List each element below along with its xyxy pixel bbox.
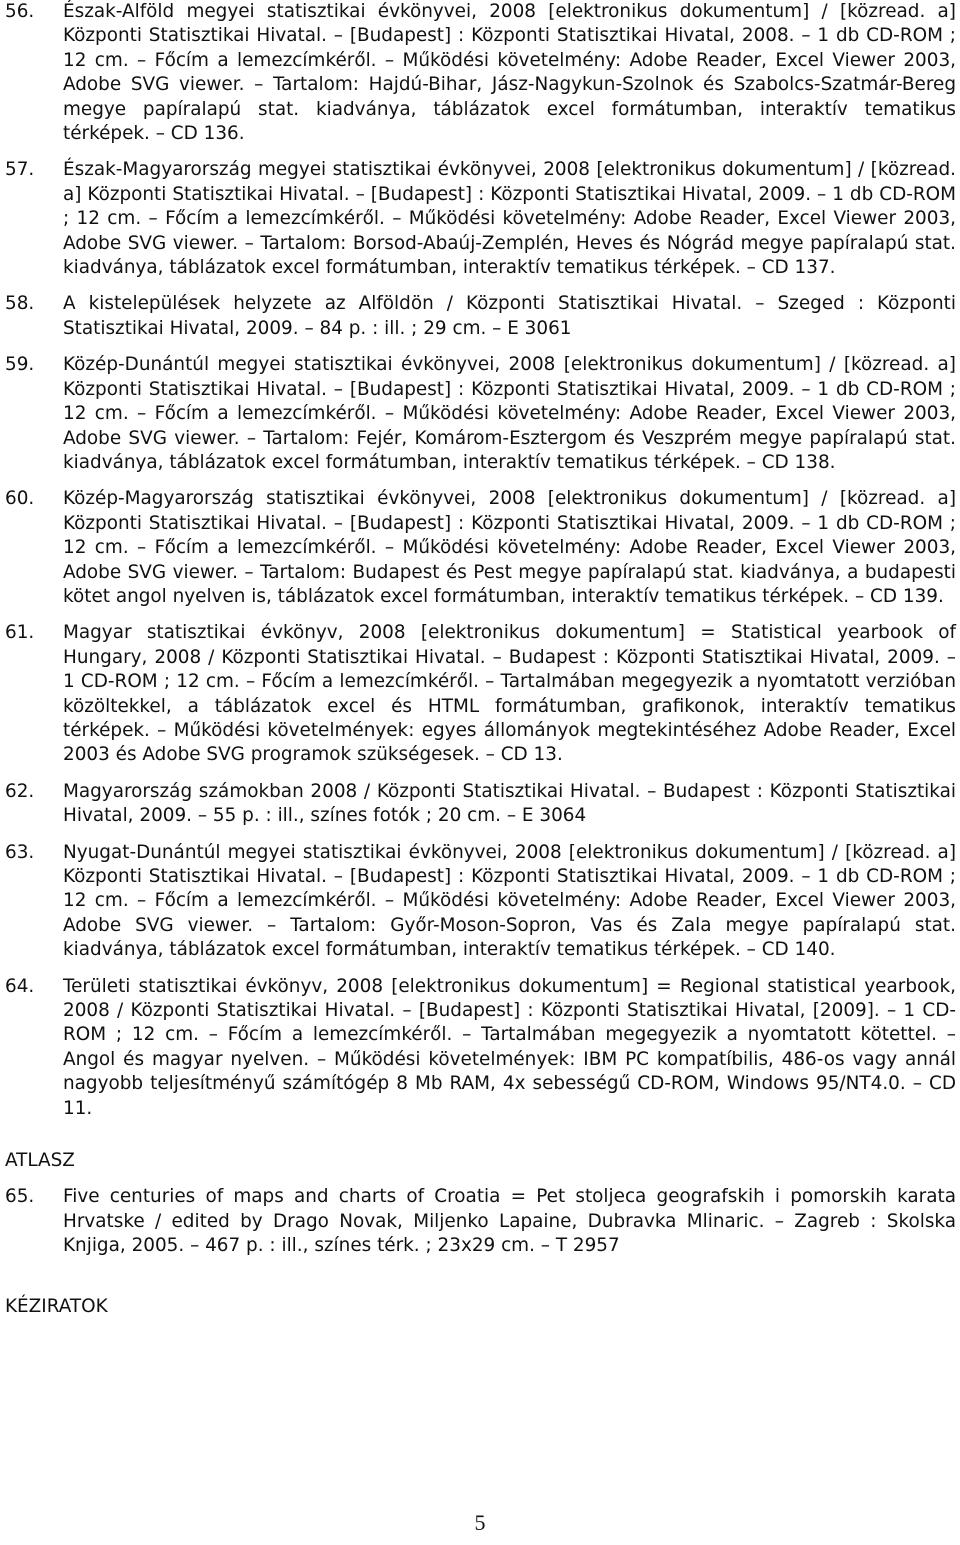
- entry-number: 57.: [5, 159, 35, 181]
- bibliography-entry-56: [5, 0, 956, 146]
- bibliography-entry-59: [5, 353, 956, 475]
- entry-text: Magyar statisztikai évkönyv, 2008 [elektronikus dokumentum] = Statistical yearbook of Hungary, 2008 / Központi Statisztikai Hivatal. – Budapest : Központi Statisztikai Hivatal, 2009. – 1 CD-ROM ; 12 cm. – Főcím a lemezcímkéről. – Tartalmában megegyezik a nyomtatott verzióban közöltekkel, a táblázatok excel és HTML formátumban, grafikonok, interaktív tematikus térképek. – Működési követelmények: egyes állományok megtekintéséhez Adobe Reader, Excel 2003 és Adobe SVG programok szükségesek. – CD 13.: [63, 622, 956, 766]
- entry-text: A kistelepülések helyzete az Alföldön / Központi Statisztikai Hivatal. – Szeged : Központi Statisztikai Hivatal, 2009. – 84 p. : ill. ; 29 cm. – E 3061: [63, 293, 956, 339]
- entry-text: Észak-Alföld megyei statisztikai évkönyvei, 2008 [elektronikus dokumentum] / [közread. a] Központi Statisztikai Hivatal. – [Budapest] : Központi Statisztikai Hivatal, 2008. – 1 db CD-ROM ; 12 cm. – Főcím a lemezcímkéről. – Működési követelmény: Adobe Reader, Excel Viewer 2003, Adobe SVG viewer. – Tartalom: Hajdú-Bihar, Jász-Nagykun-Szolnok és Szabolcs-Szatmár-Bereg megye papíralapú stat. kiadványa, táblázatok excel formátumban, interaktív tematikus térképek. – CD 136.: [63, 1, 956, 145]
- entry-text: Közép-Magyarország statisztikai évkönyvei, 2008 [elektronikus dokumentum] / [közread. a] Központi Statisztikai Hivatal. – [Budapest] : Központi Statisztikai Hivatal, 2009. – 1 db CD-ROM ; 12 cm. – Főcím a lemezcímkéről. – Működési követelmény: Adobe Reader, Excel Viewer 2003, Adobe SVG viewer. – Tartalom: Budapest és Pest megye papíralapú stat. kiadványa, a budapesti kötet angol nyelven is, táblázatok excel formátumban, interaktív tematikus térképek. – CD 139.: [63, 488, 956, 607]
- entry-text: Területi statisztikai évkönyv, 2008 [elektronikus dokumentum] = Regional statistical yearbook, 2008 / Központi Statisztikai Hivatal. – [Budapest] : Központi Statisztikai Hivatal, [2009]. – 1 CD-ROM ; 12 cm. – Főcím a lemezcímkéről. – Tartalmában megegyezik a nyomtatott kötettel. – Angol és magyar nyelven. – Működési követelmények: IBM PC kompatíbilis, 486-os vagy annál nagyobb teljesítményű számítógép 8 Mb RAM, 4x sebességű CD-ROM, Windows 95/NT4.0. – CD 11.: [63, 975, 956, 1119]
- entry-number: 56.: [5, 1, 35, 22]
- entry-number: 58.: [5, 293, 35, 315]
- entry-text: Magyarország számokban 2008 / Központi Statisztikai Hivatal. – Budapest : Központi Statisztikai Hivatal, 2009. – 55 p. : ill., színes fotók ; 20 cm. – E 3064: [63, 780, 956, 827]
- page-number: 5: [474, 1510, 486, 1535]
- entry-text: Közép-Dunántúl megyei statisztikai évkönyvei, 2008 [elektronikus dokumentum] / [közread. a] Központi Statisztikai Hivatal. – [Budapest] : Központi Statisztikai Hivatal, 2009. – 1 db CD-ROM ; 12 cm. – Főcím a lemezcímkéről. – Működési követelmény: Adobe Reader, Excel Viewer 2003, Adobe SVG viewer. – Tartalom: Fejér, Komárom-Esztergom és Veszprém megye papíralapú stat. kiadványa, táblázatok excel formátumban, interaktív tematikus térképek. – CD 138.: [63, 354, 956, 473]
- entry-number: 59.: [5, 354, 35, 376]
- entry-text: Nyugat-Dunántúl megyei statisztikai évkönyvei, 2008 [elektronikus dokumentum] / [közread. a] Központi Statisztikai Hivatal. – [Budapest] : Központi Statisztikai Hivatal, 2009. – 1 db CD-ROM ; 12 cm. – Főcím a lemezcímkéről. – Működési követelmény: Adobe Reader, Excel Viewer 2003, Adobe SVG viewer. – Tartalom: Győr-Moson-Sopron, Vas és Zala megye papíralapú stat. kiadványa, táblázatok excel formátumban, interaktív tematikus térképek. – CD 140.: [63, 841, 956, 961]
- bibliography-entry-62: [5, 780, 956, 829]
- entry-list-atlases: [5, 1185, 956, 1258]
- section-heading-keziratok: KÉZIRATOK: [5, 1295, 108, 1317]
- bibliography-entry-57: [5, 158, 956, 280]
- bibliography-entry-58: [5, 292, 956, 341]
- entry-number: 65.: [5, 1186, 35, 1208]
- bibliography-entry-63: [5, 841, 956, 963]
- entry-number: 60.: [5, 488, 35, 510]
- section-heading-atlasz: ATLASZ: [5, 1150, 75, 1172]
- document-page: [5, 0, 956, 1331]
- entry-text: Észak-Magyarország megyei statisztikai évkönyvei, 2008 [elektronikus dokumentum] / [közread. a] Központi Statisztikai Hivatal. – [Budapest] : Központi Statisztikai Hivatal, 2009. – 1 db CD-ROM ; 12 cm. – Főcím a lemezcímkéről. – Működési követelmény: Adobe Reader, Excel Viewer 2003, Adobe SVG viewer. – Tartalom: Borsod-Abaúj-Zemplén, Heves és Nógrád megye papíralapú stat. kiadványa, táblázatok excel formátumban, interaktív tematikus térképek. – CD 137.: [63, 159, 956, 279]
- bibliography-entry-61: [5, 621, 956, 767]
- bibliography-entry-64: [5, 975, 956, 1121]
- entry-number: 62.: [5, 780, 35, 802]
- entry-number: 61.: [5, 622, 35, 644]
- bibliography-entry-65: [5, 1185, 956, 1258]
- entry-text: Five centuries of maps and charts of Croatia = Pet stoljeca geografskih i pomorskih karata Hrvatske / edited by Drago Novak, Miljenko Lapaine, Dubravka Mlinaric. – Zagreb : Skolska Knjiga, 2005. – 467 p. : ill., színes térk. ; 23x29 cm. – T 2957: [63, 1186, 956, 1257]
- entry-list-periodicals: [5, 0, 956, 1121]
- bibliography-entry-60: [5, 487, 956, 609]
- entry-number: 64.: [5, 975, 35, 997]
- entry-number: 63.: [5, 841, 35, 863]
